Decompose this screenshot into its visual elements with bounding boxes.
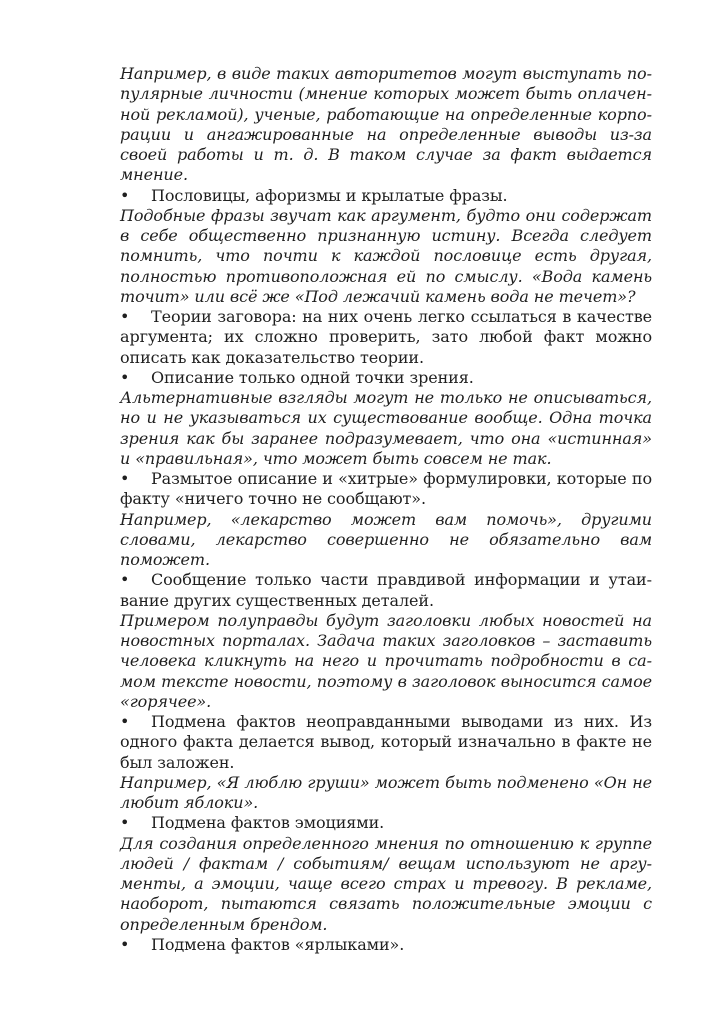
bullet-icon: • <box>120 712 130 731</box>
bullet-item <box>120 935 652 955</box>
italic-commentary-paragraph: Например, в виде таких авторитетов могут выступать популярные личности (мнение которых может быть оплаченной рекламой), ученые, работающие на определенные корпорации и ангажированные на определенные выводы из-за своей работы и т. д. В таком случае за факт выдается мнение. <box>120 64 652 185</box>
text-block <box>120 64 652 955</box>
italic-commentary-paragraph: Примером полуправды будут заголовки любых новостей на новостных порталах. Задача таких заголовков – заставить человека кликнуть на него и прочитать подробности в самом тексте новости, поэтому в заголовок выносится самое «горячее». <box>120 610 652 711</box>
bullet-item-text: Теории заговора: на них очень легко ссылаться в качестве аргумента; их сложно проверить, зато любой факт можно описать как доказательство теории. <box>120 307 652 367</box>
bullet-item <box>120 307 652 368</box>
bullet-icon: • <box>120 570 130 590</box>
bullet-icon: • <box>120 185 130 205</box>
bullet-item <box>120 813 652 833</box>
bullet-icon: • <box>120 934 130 954</box>
italic-commentary-paragraph: Подобные фразы звучат как аргумент, будто они содержат в себе общественно признанную истину. Всегда следует помнить, что почти к каждой пословице есть другая, полностью противоположная ей по смыслу. «Вода камень точит» или всё же «Под лежачий камень вода не течет»? <box>120 205 652 306</box>
italic-commentary-paragraph: Альтернативные взгляды могут не только не описываться, но и не указываться их существование вообще. Одна точка зрения как бы заранее подразумевает, что она «истинная» и «правильная», что может быть совсем не так. <box>120 388 652 468</box>
italic-commentary-paragraph: Для создания определенного мнения по отношению к группе людей / фактам / событиям/ вещам используют не аргументы, а эмоции, чаще всего страх и тревогу. В рекламе, наоборот, пытаются связать положительные эмоции с определенным брендом. <box>120 833 652 934</box>
bullet-icon: • <box>120 367 130 387</box>
bullet-icon: • <box>120 469 130 488</box>
bullet-item <box>120 186 652 206</box>
bullet-item <box>120 469 652 510</box>
bullet-item-text: Подмена фактов «ярлыками». <box>151 934 405 954</box>
bullet-item-text: Размытое описание и «хитрые» формулировки, которые по факту «ничего точно не сообщают». <box>120 469 652 509</box>
bullet-item <box>120 570 652 611</box>
bullet-icon: • <box>120 307 130 326</box>
bullet-icon: • <box>120 813 130 833</box>
bullet-item-text: Подмена фактов эмоциями. <box>151 813 385 833</box>
bullet-item-text: Описание только одной точки зрения. <box>151 367 474 387</box>
bullet-item-text: Подмена фактов неоправданными выводами из них. Из одного факта делается вывод, который изначально в факте не был заложен. <box>120 712 652 772</box>
bullet-item <box>120 368 652 388</box>
italic-commentary-paragraph: Например, «лекарство может вам помочь», другими словами, лекарство совершенно не обязательно вам поможет. <box>120 509 652 569</box>
bullet-item-text: Сообщение только части правдивой информации и утаивание других существенных деталей. <box>120 570 652 610</box>
bullet-item-text: Пословицы, афоризмы и крылатые фразы. <box>151 185 508 205</box>
italic-commentary-paragraph: Например, «Я люблю груши» может быть подменено «Он не любит яблоки». <box>120 772 652 812</box>
bullet-item <box>120 712 652 773</box>
